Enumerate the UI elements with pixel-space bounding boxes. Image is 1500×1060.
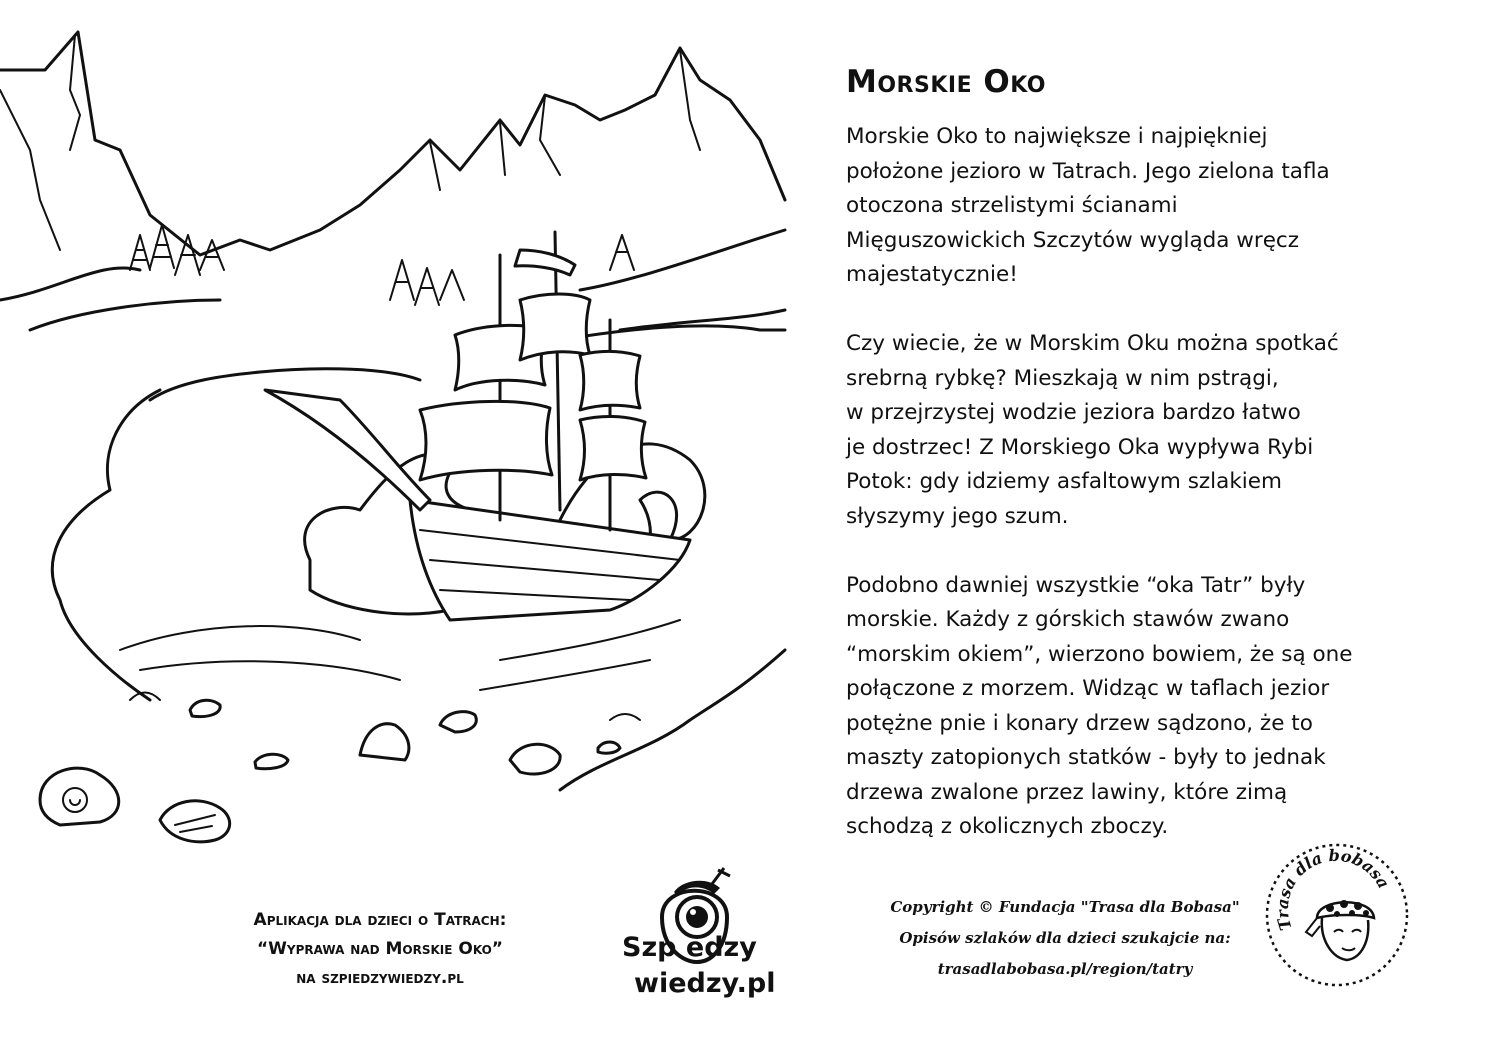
trasa-dla-bobasa-stamp <box>1262 840 1412 990</box>
seashells <box>40 768 230 842</box>
rocks <box>190 700 620 774</box>
paragraph-1: Morskie Oko to największe i najpiękniej położone jezioro w Tatrach. Jego zielona tafla otoczona strzelistymi ścianami Mięguszowickich Szczytów wygląda wręcz majestatycznie! <box>846 124 1330 287</box>
szpiedzy-wiedzy-logo <box>612 862 782 1002</box>
paragraph-3: Podobno dawniej wszystkie “oka Tatr” były morskie. Każdy z górskich stawów zwano “morskim okiem”, wierzono bowiem, że są one połączone z morzem. Widząc w taflach jezior potężne pnie i konary drzew sądzono, że to maszty zatopionych statków - były to jednak drzewa zwalone przez lawiny, które zimą schodzą z okolicznych zboczy. <box>846 572 1353 839</box>
copyright-notice: Copyright © Fundacja "Trasa dla Bobasa" <box>890 898 1240 916</box>
coloring-illustration <box>0 0 800 870</box>
mountain-range <box>0 32 785 255</box>
website-url: trasadlabobasa.pl/region/tatry <box>937 960 1193 978</box>
app-promo <box>130 906 630 993</box>
promo-line-2: “Wyprawa nad Morskie Oko” <box>257 939 503 959</box>
search-hint: Opisów szlaków dla dzieci szukajcie na: <box>899 929 1231 947</box>
paragraph-2: Czy wiecie, że w Morskim Oku można spotkać srebrną rybkę? Mieszkają w nim pstrągi, w przejrzystej wodzie jeziora bardzo łatwo je dostrzec! Z Morskiego Oka wypływa Rybi Potok: gdy idziemy asfaltowym szlakiem słyszymy jego szum. <box>846 331 1339 529</box>
logo-text-line-2: wiedzy.pl <box>634 968 776 999</box>
credits <box>870 892 1260 985</box>
page-title: Morskie Oko <box>846 64 1047 100</box>
stamp-text: Trasa dla bobasa <box>1272 845 1394 933</box>
promo-line-3: na szpiedzywiedzy.pl <box>296 968 464 988</box>
article-body <box>846 120 1406 879</box>
promo-line-1: Aplikacja dla dzieci o Tatrach: <box>253 910 507 930</box>
logo-text-line-1: Szp edzy <box>622 932 757 963</box>
